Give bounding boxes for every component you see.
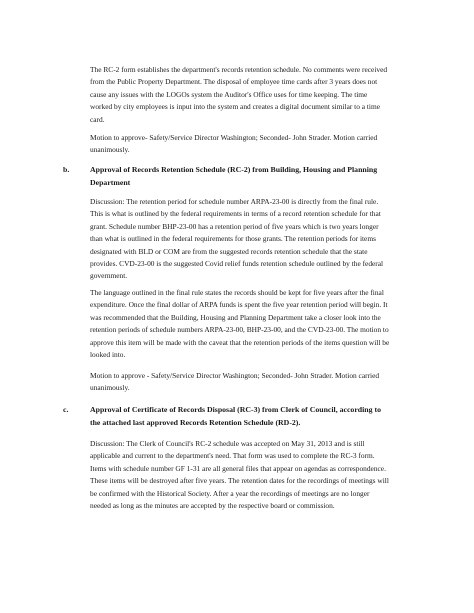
- section-c-title: Approval of Certificate of Records Disposal (RC-3) from Clerk of Council, according to the attached last approved Records Retention Schedule (RD-2).: [90, 405, 381, 427]
- section-b-discussion: Discussion: The retention period for schedule number ARPA-23-00 is directly from the final rule. This is what is outlined by the federal requirements in terms of a record retention schedule for that grant. Schedule number BHP-23-00 has a retention period of five years which is two years longer than what is outlined in the federal requirements for those grants. The retention periods for items designated with BLD or COM are from the suggested records retention schedule that the state provides. CVD-23-00 is the suggested Covid relief funds retention schedule outlined by the federal government.: [90, 197, 384, 281]
- section-b-title: Approval of Records Retention Schedule (RC-2) from Building, Housing and Planning Department: [90, 165, 378, 187]
- section-b-motion: Motion to approve - Safety/Service Director Washington; Seconded- John Strader. Motion carried unanimously.: [90, 371, 380, 393]
- section-c-letter: c.: [63, 405, 69, 414]
- section-b-letter: b.: [63, 165, 70, 174]
- section-c-discussion: Discussion: The Clerk of Council's RC-2 schedule was accepted on May 31, 2013 and is still applicable and current to the department's need. That form was used to complete the RC-3 form. Items with schedule number GF 1-31 are all general files that appear on agendas as correspondence. These items will be destroyed after five years. The retention dates for the recordings of meetings will be confirmed with the Historical Society. After a year the recordings of meetings are no longer needed as long as the minutes are accepted by the respective board or commission.: [90, 439, 389, 511]
- section-b-language-paragraph: The language outlined in the final rule states the records should be kept for five years after the final expenditure. Once the final dollar of ARPA funds is spent the five year retention period will begin. It was recommended that the Building, Housing and Planning Department take a closer look into the retention periods of schedule numbers ARPA-23-00, BHP-23-00, and the CVD-23-00. The motion to approve this item will be made with the caveat that the retention periods of the items question will be looked into.: [90, 288, 390, 360]
- motion-paragraph-1: Motion to approve- Safety/Service Director Washington; Seconded- John Strader. Motion carried unanimously.: [90, 133, 378, 155]
- intro-paragraph: The RC-2 form establishes the department's records retention schedule. No comments were received from the Public Property Department. The disposal of employee time cards after 3 years does not cause any issues with the LOGOs system the Auditor's Office uses for time keeping. The time worked by city employees is input into the system and creates a digital document similar to a time card.: [90, 65, 388, 124]
